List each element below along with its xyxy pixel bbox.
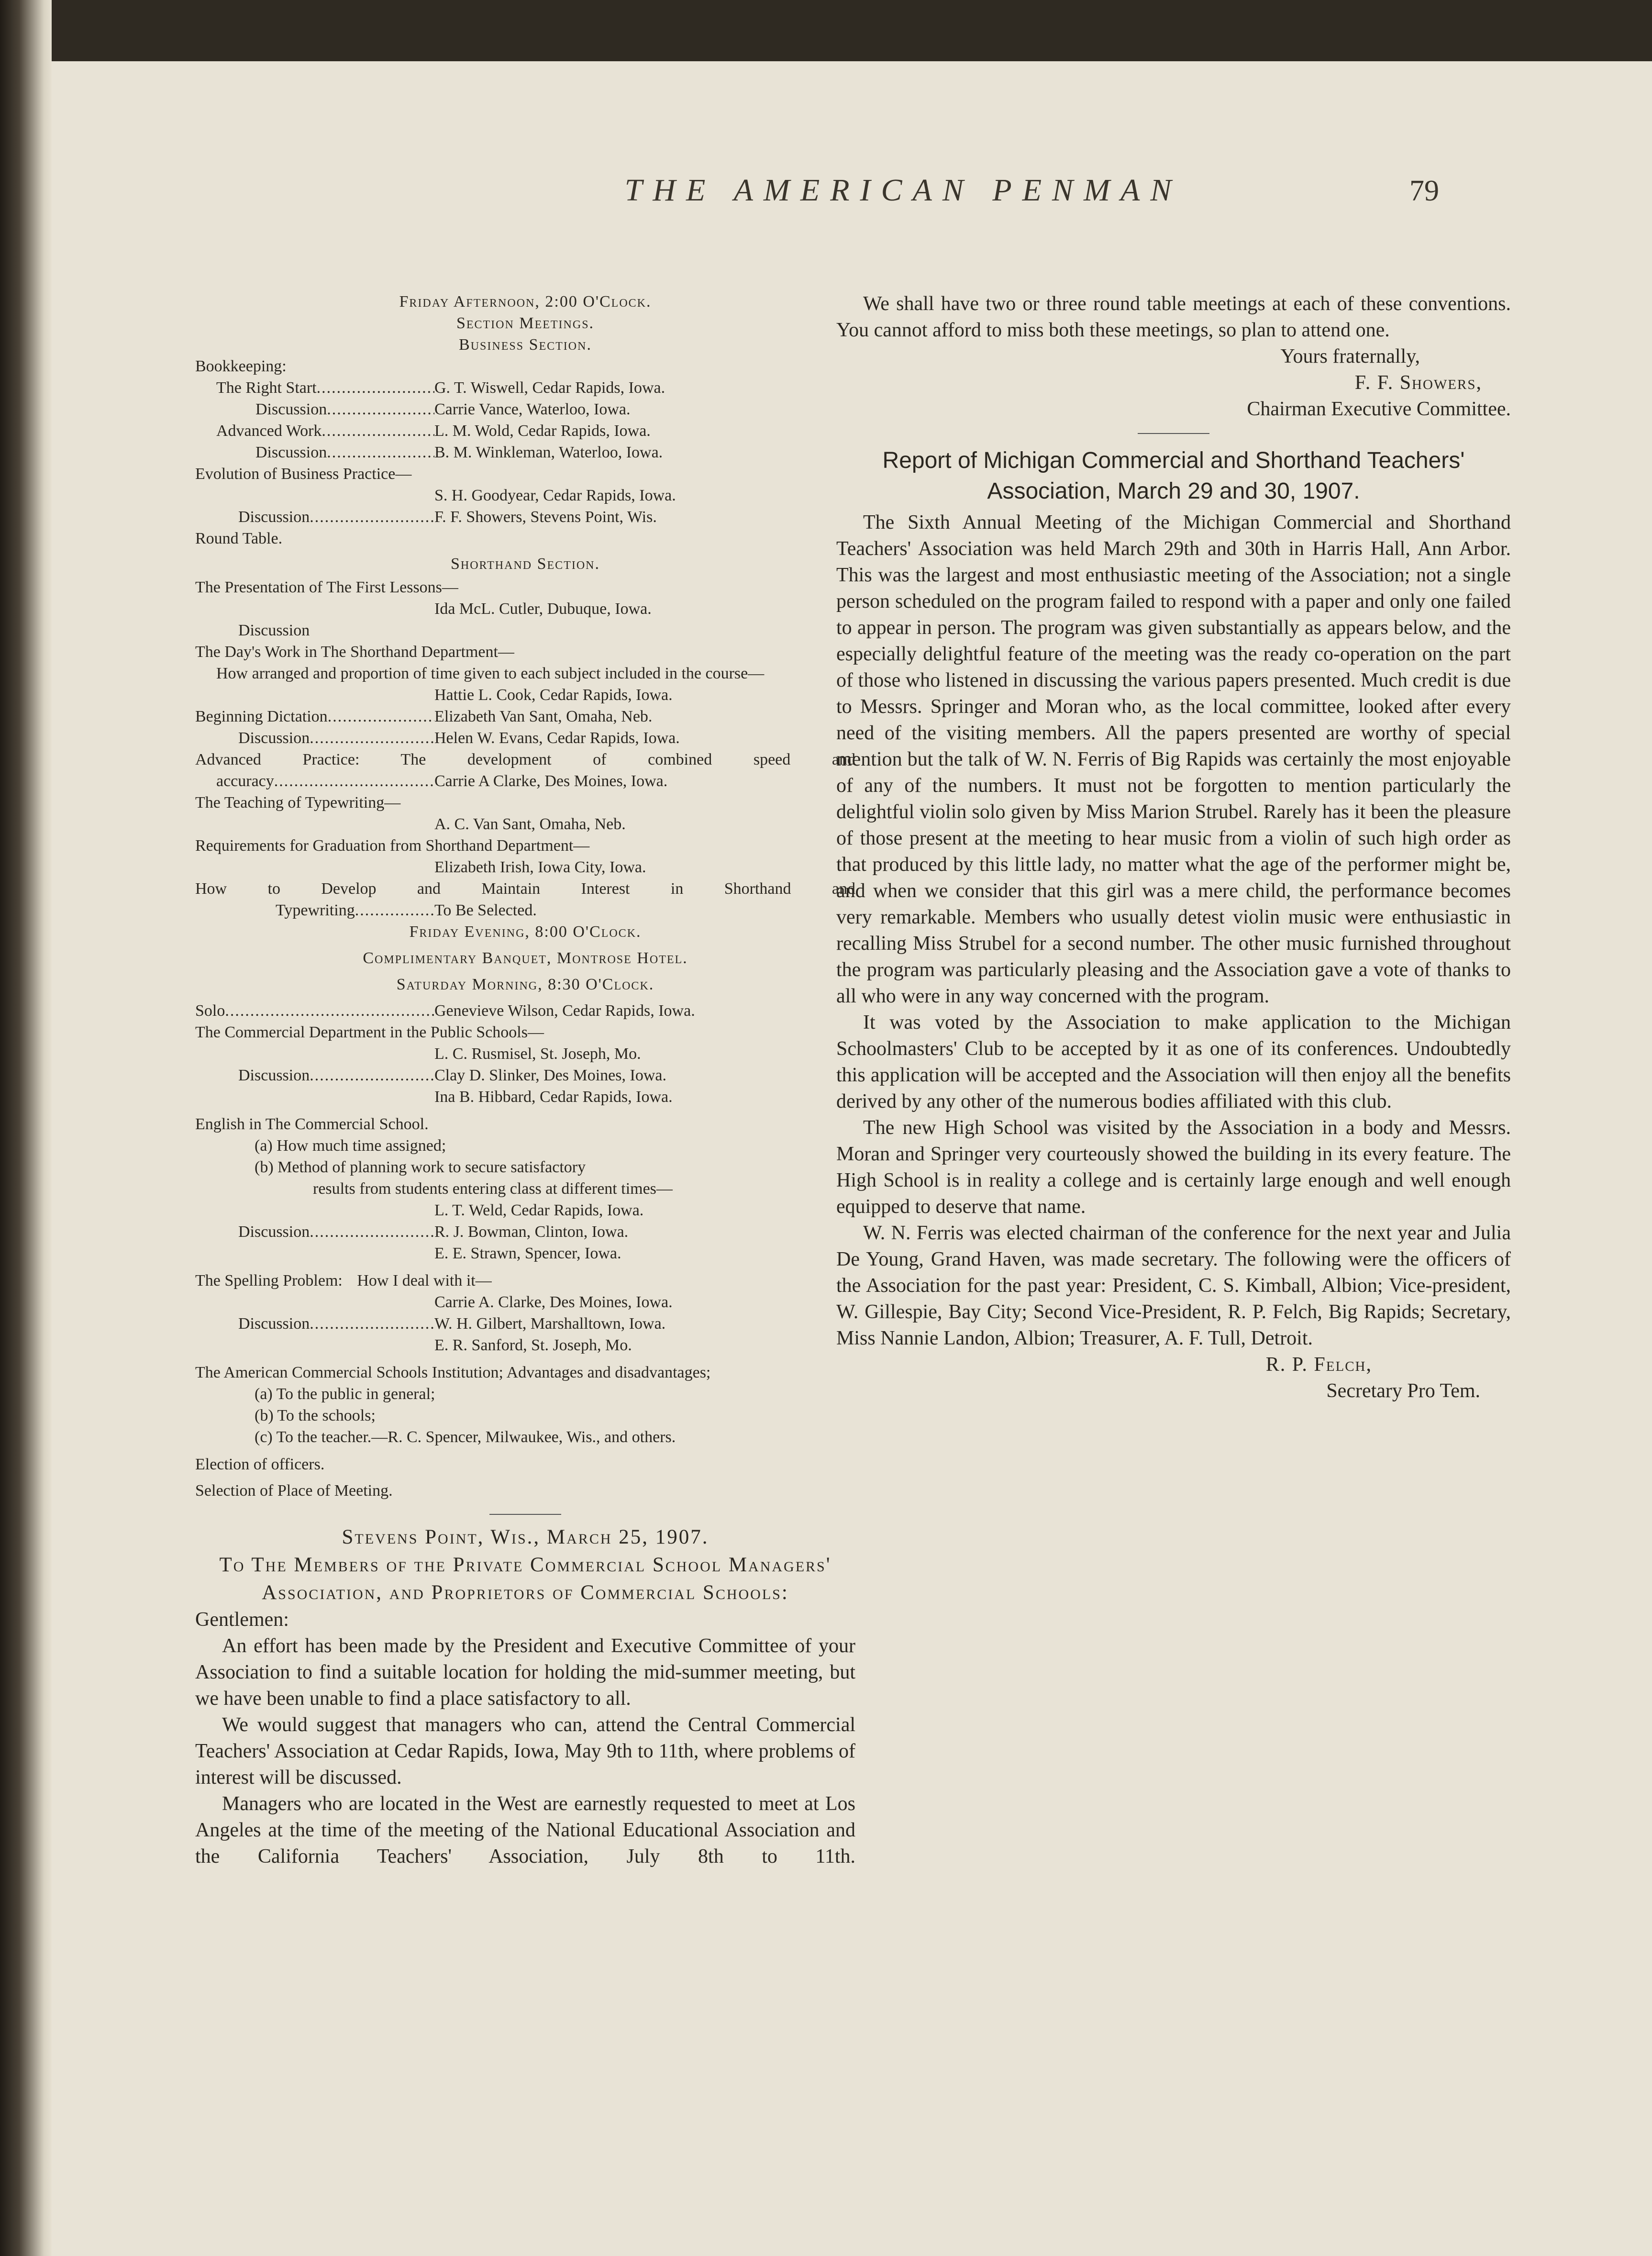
program-row xyxy=(195,900,855,921)
program-topic: The Right Start xyxy=(216,379,317,397)
section-heading: Shorthand Section. xyxy=(450,555,600,573)
divider xyxy=(1138,433,1209,434)
speaker: Genevieve Wilson, Cedar Rapids, Iowa. xyxy=(434,1002,695,1020)
program-topic: Discussion xyxy=(238,1315,310,1333)
program-row xyxy=(195,1221,855,1243)
speaker: G. T. Wiswell, Cedar Rapids, Iowa. xyxy=(434,379,665,397)
program-item: Discussion xyxy=(238,622,310,639)
paragraph: We would suggest that managers who can, attend the Central Commercial Teachers' Association at Cedar Rapids, Iowa, May 9th to 11th, where problems of interest will be discussed. xyxy=(195,1714,855,1789)
program-row xyxy=(195,1313,855,1334)
paragraph: Managers who are located in the West are earnestly requested to meet at Los Angeles at the time of the meeting of the National Educational Association and the California Teachers' Association, July 8th to 11th. xyxy=(195,1793,855,1867)
speaker: Ida McL. Cutler, Dubuque, Iowa. xyxy=(434,600,652,618)
speaker: S. H. Goodyear, Cedar Rapids, Iowa. xyxy=(434,487,676,504)
dateline: Stevens Point, Wis., March 25, 1907. xyxy=(342,1526,709,1548)
program-item: Requirements for Graduation from Shorthand Department— xyxy=(195,837,590,855)
program-item: The Teaching of Typewriting— xyxy=(195,794,401,811)
signer: R. P. Felch, xyxy=(1265,1354,1372,1376)
letter xyxy=(195,1523,855,1870)
signer-title: Secretary Pro Tem. xyxy=(1326,1380,1480,1402)
program-item: How to Develop and Maintain Interest in Shorthand and xyxy=(195,880,855,898)
report-title: Report of Michigan Commercial and Shorthand Teachers' Association, March 29 and 30, 1907. xyxy=(882,448,1465,504)
program-row xyxy=(195,1065,855,1086)
program-topic: Advanced Work xyxy=(216,422,322,440)
program-item: Election of officers. xyxy=(195,1456,325,1473)
running-header xyxy=(52,172,1652,225)
program xyxy=(195,291,855,1501)
section-heading: Business Section. xyxy=(459,336,592,354)
program-row xyxy=(195,399,855,420)
divider xyxy=(489,1514,561,1515)
paragraph: The new High School was visited by the Association in a body and Messrs. Moran and Springer very courteously showed the building in its every feature. The High School is in reality a college and is certainly large enough and well enough equipped to deserve that name. xyxy=(836,1117,1511,1218)
program-topic: Typewriting xyxy=(276,901,355,919)
program-item: (a) To the public in general; xyxy=(255,1385,435,1403)
program-item: The Presentation of The First Lessons— xyxy=(195,578,458,596)
speaker: Helen W. Evans, Cedar Rapids, Iowa. xyxy=(434,729,680,747)
paragraph: The Sixth Annual Meeting of the Michigan Commercial and Shorthand Teachers' Association was held March 29th and 30th in Harris Hall, Ann Arbor. This was the largest and most enthusiastic meeting of the Association; not a single person scheduled on the program failed to respond with a paper and only one failed to appear in person. The program was given substantially as appears below, and the especially delightful feature of the meeting was the ready co-operation on the part of those who listened in discussing the various papers presented. Much credit is due to Messrs. Springer and Moran who, as the local committee, looked after every need of the visiting members. All the papers presented are worthy of special mention but the talk of W. N. Ferris of Big Rapids was certainly the most enjoyable of any of the numbers. It must not be forgotten to mention particularly the delightful violin solo given by Miss Marion Strubel. Rarely has it been the pleasure of those present at the meeting to hear music from a violin of such high order as that produced by this little lady, no matter what the age of the performer might be, and when we consider that this girl was a mere child, the performance becomes very remarkable. Members who usually detest violin music were enthusiastic in recalling Miss Strubel for a second number. The other music furnished throughout the program was particularly pleasing and the Association gave a vote of thanks to all who were in any way concerned with the program. xyxy=(836,511,1511,1007)
speaker: B. M. Winkleman, Waterloo, Iowa. xyxy=(434,444,663,461)
program-topic: Discussion xyxy=(238,1223,310,1241)
program-row xyxy=(195,1000,855,1022)
speaker: E. E. Strawn, Spencer, Iowa. xyxy=(434,1245,621,1262)
program-topic: Discussion xyxy=(255,444,327,461)
program-item: (b) Method of planning work to secure satisfactory xyxy=(255,1158,586,1176)
session-heading: Friday Evening, 8:00 O'Clock. xyxy=(409,923,642,941)
program-topic: Discussion xyxy=(238,508,310,526)
book-spine xyxy=(0,0,52,2256)
program-item: Advanced Practice: The development of combined speed and xyxy=(195,751,855,768)
program-row xyxy=(195,420,855,442)
speaker: A. C. Van Sant, Omaha, Neb. xyxy=(434,815,626,833)
program-item: The American Commercial Schools Institution; Advantages and disadvantages; xyxy=(195,1364,711,1381)
program-row xyxy=(195,1270,855,1291)
program-row xyxy=(195,377,855,399)
program-topic: Discussion xyxy=(238,729,310,747)
program-item: results from students entering class at different times— xyxy=(313,1180,673,1198)
program-item: Round Table. xyxy=(195,530,283,547)
program-item: How arranged and proportion of time given to each subject included in the course— xyxy=(216,665,765,682)
speaker: L. T. Weld, Cedar Rapids, Iowa. xyxy=(434,1201,644,1219)
paragraph: W. N. Ferris was elected chairman of the conference for the next year and Julia De Young, Grand Haven, was made secretary. The following were the officers of the Association for the past year: President, C. S. Kimball, Albion; Vice-president, W. Gillespie, Bay City; Second Vice-President, R. P. Felch, Big Rapids; Secretary, Miss Nannie Landon, Albion; Treasurer, A. F. Tull, Detroit. xyxy=(836,1222,1511,1349)
addressee: To The Members of the Private Commercial School Managers' Association, and Proprietors of Commercial Schools: xyxy=(219,1554,832,1604)
speaker: L. M. Wold, Cedar Rapids, Iowa. xyxy=(434,422,651,440)
program-topic: accuracy xyxy=(216,772,274,790)
program-item: The Commercial Department in the Public Schools— xyxy=(195,1023,544,1041)
program-item: Bookkeeping: xyxy=(195,357,287,375)
paragraph: We shall have two or three round table meetings at each of these conventions. You cannot afford to miss both these meetings, so plan to attend one. xyxy=(836,293,1511,341)
paragraph: An effort has been made by the President and Executive Committee of your Association to find a suitable location for holding the mid-summer meeting, but we have been unable to find a place satisfactory to all. xyxy=(195,1635,855,1710)
program-topic: Discussion xyxy=(238,1067,310,1084)
program-topic: Discussion xyxy=(255,400,327,418)
speaker: F. F. Showers, Stevens Point, Wis. xyxy=(434,508,657,526)
page-number: 79 xyxy=(1409,175,1439,207)
program-row xyxy=(195,506,855,528)
salutation: Gentlemen: xyxy=(195,1609,289,1631)
speaker: Ina B. Hibbard, Cedar Rapids, Iowa. xyxy=(434,1088,673,1106)
program-item: English in The Commercial School. xyxy=(195,1115,429,1133)
program-row xyxy=(195,706,855,727)
speaker: E. R. Sanford, St. Joseph, Mo. xyxy=(434,1336,632,1354)
section-heading: Section Meetings. xyxy=(456,314,595,332)
program-item: How I deal with it— xyxy=(357,1272,492,1289)
program-item: Selection of Place of Meeting. xyxy=(195,1482,393,1500)
speaker: Carrie Vance, Waterloo, Iowa. xyxy=(434,400,631,418)
page xyxy=(52,61,1652,2256)
program-row xyxy=(195,770,855,792)
program-item: (b) To the schools; xyxy=(255,1407,376,1424)
speaker: Clay D. Slinker, Des Moines, Iowa. xyxy=(434,1067,666,1084)
session-heading: Friday Afternoon, 2:00 O'Clock. xyxy=(399,293,652,311)
speaker: Elizabeth Van Sant, Omaha, Neb. xyxy=(434,708,653,725)
signer: F. F. Showers, xyxy=(1354,372,1482,394)
speaker: R. J. Bowman, Clinton, Iowa. xyxy=(434,1223,629,1241)
signer-title: Chairman Executive Committee. xyxy=(1247,398,1511,420)
speaker: Carrie A. Clarke, Des Moines, Iowa. xyxy=(434,1293,673,1311)
program-row xyxy=(195,442,855,463)
program-item: The Day's Work in The Shorthand Department— xyxy=(195,643,514,661)
closing: Yours fraternally, xyxy=(1280,345,1420,367)
journal-title: THE AMERICAN PENMAN xyxy=(624,173,1182,208)
speaker: Hattie L. Cook, Cedar Rapids, Iowa. xyxy=(434,686,673,704)
program-row xyxy=(195,727,855,749)
speaker: Elizabeth Irish, Iowa City, Iowa. xyxy=(434,858,646,876)
speaker: Carrie A Clarke, Des Moines, Iowa. xyxy=(434,772,668,790)
left-column xyxy=(195,291,855,1870)
program-item: Evolution of Business Practice— xyxy=(195,465,412,483)
program-topic: Beginning Dictation xyxy=(195,708,328,725)
program-item: (c) To the teacher.—R. C. Spencer, Milwaukee, Wis., and others. xyxy=(255,1428,676,1446)
speaker: W. H. Gilbert, Marshalltown, Iowa. xyxy=(434,1315,666,1333)
program-item: (a) How much time assigned; xyxy=(255,1137,446,1155)
speaker: L. C. Rusmisel, St. Joseph, Mo. xyxy=(434,1045,641,1063)
right-column xyxy=(836,291,1511,1404)
program-topic: The Spelling Problem: xyxy=(195,1272,343,1289)
session-heading: Complimentary Banquet, Montrose Hotel. xyxy=(363,949,688,967)
program-topic: Solo xyxy=(195,1002,225,1020)
session-heading: Saturday Morning, 8:30 O'Clock. xyxy=(396,976,654,993)
speaker: To Be Selected. xyxy=(434,901,537,919)
paragraph: It was voted by the Association to make application to the Michigan Schoolmasters' Club to be accepted by it as one of its conferences. Undoubtedly this application will be accepted and the Association will then enjoy all the benefits derived by any other of the numerous bodies affiliated with this club. xyxy=(836,1011,1511,1112)
